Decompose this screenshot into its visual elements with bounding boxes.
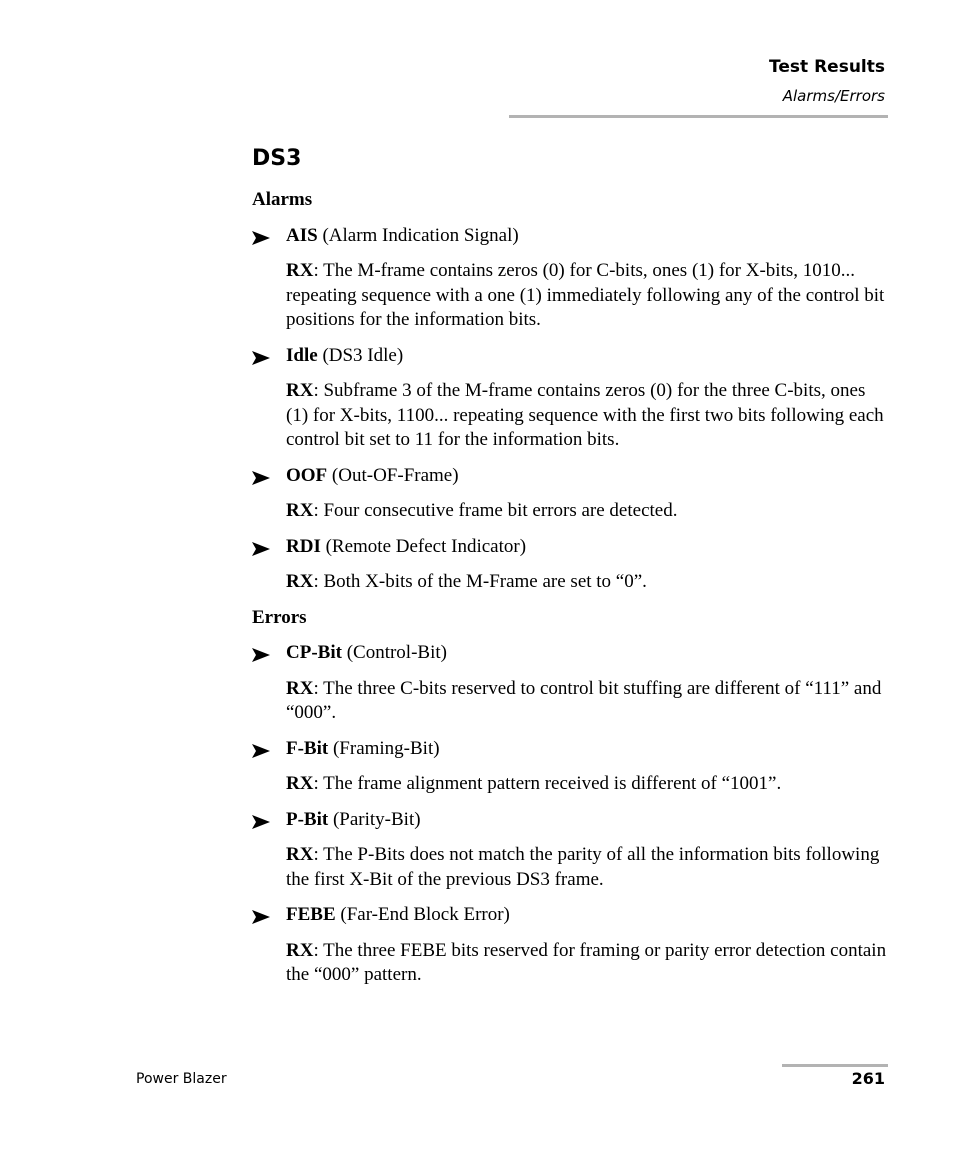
list-item	[252, 224, 888, 333]
list-item	[252, 344, 888, 453]
rx-text: : The M-frame contains zeros (0) for C-bits, ones (1) for X-bits, 1010... repeating sequence with a one (1) immediately following any of the control bit positions for the information bits.	[286, 260, 885, 330]
rx-text: : The three FEBE bits reserved for framing or parity error detection contain the “000” pattern.	[286, 939, 887, 985]
item-description: (Framing-Bit)	[328, 737, 440, 759]
arrow-bullet-icon	[252, 910, 270, 924]
item-description: (Alarm Indication Signal)	[317, 224, 519, 246]
rx-text: : Four consecutive frame bit errors are detected.	[313, 500, 678, 521]
item-name: Idle	[286, 344, 318, 366]
rx-label: RX	[286, 677, 314, 699]
rx-label: RX	[286, 773, 314, 794]
rx-label: RX	[286, 500, 314, 521]
rx-text: : The three C-bits reserved to control bit stuffing are different of “111” and “000”.	[286, 677, 882, 723]
item-name: OOF	[286, 464, 328, 486]
rx-text: : Subframe 3 of the M-frame contains zeros (0) for the three C-bits, ones (1) for X-bits, 1100... repeating sequence with the first two bits following each control bit set to 11 for the information bits.	[286, 380, 884, 450]
rx-text: : The P-Bits does not match the parity of all the information bits following the first X-Bit of the previous DS3 frame.	[286, 844, 880, 890]
list-item	[252, 641, 888, 726]
item-detail	[252, 259, 888, 333]
list-item	[252, 464, 888, 524]
list-item	[252, 535, 888, 595]
item-detail	[252, 379, 888, 453]
rx-label: RX	[286, 939, 314, 961]
rx-label: RX	[286, 844, 314, 865]
alarms-list	[252, 224, 888, 595]
alarms-heading: Alarms	[252, 189, 313, 210]
list-item	[252, 808, 888, 893]
running-header-subtitle: Alarms/Errors	[782, 87, 885, 105]
arrow-bullet-icon	[252, 231, 270, 245]
rx-text: : The frame alignment pattern received is different of “1001”.	[313, 773, 782, 794]
arrow-bullet-icon	[252, 648, 270, 662]
footer-product-name: Power Blazer	[136, 1071, 227, 1087]
arrow-bullet-icon	[252, 351, 270, 365]
item-name: P-Bit	[286, 808, 329, 830]
list-item	[252, 737, 888, 797]
item-description: (DS3 Idle)	[317, 344, 404, 366]
footer-divider	[782, 1064, 888, 1067]
page-body	[252, 144, 888, 999]
list-item	[252, 903, 888, 988]
arrow-bullet-icon	[252, 542, 270, 556]
item-description: (Out-OF-Frame)	[327, 464, 459, 486]
item-detail	[252, 843, 888, 892]
item-description: (Remote Defect Indicator)	[320, 535, 527, 557]
item-name: AIS	[286, 224, 318, 246]
item-name: F-Bit	[286, 737, 329, 759]
arrow-bullet-icon	[252, 815, 270, 829]
item-description: (Parity-Bit)	[328, 808, 421, 830]
rx-label: RX	[286, 260, 314, 281]
rx-label: RX	[286, 380, 314, 401]
item-detail	[252, 499, 888, 524]
item-detail	[252, 772, 888, 797]
arrow-bullet-icon	[252, 744, 270, 758]
item-name: CP-Bit	[286, 642, 342, 663]
item-description: (Control-Bit)	[341, 642, 447, 663]
header-divider	[509, 115, 888, 118]
section-title: DS3	[252, 146, 302, 171]
running-header-title: Test Results	[769, 57, 885, 77]
item-detail	[252, 677, 888, 726]
item-detail	[252, 939, 888, 988]
rx-text: : Both X-bits of the M-Frame are set to “0”.	[313, 571, 647, 592]
errors-heading: Errors	[252, 606, 307, 628]
item-name: RDI	[286, 535, 321, 557]
errors-list	[252, 641, 888, 988]
item-name: FEBE	[286, 904, 336, 925]
page-number: 261	[851, 1069, 885, 1088]
item-detail	[252, 570, 888, 595]
item-description: (Far-End Block Error)	[335, 904, 510, 925]
rx-label: RX	[286, 571, 314, 592]
arrow-bullet-icon	[252, 471, 270, 485]
